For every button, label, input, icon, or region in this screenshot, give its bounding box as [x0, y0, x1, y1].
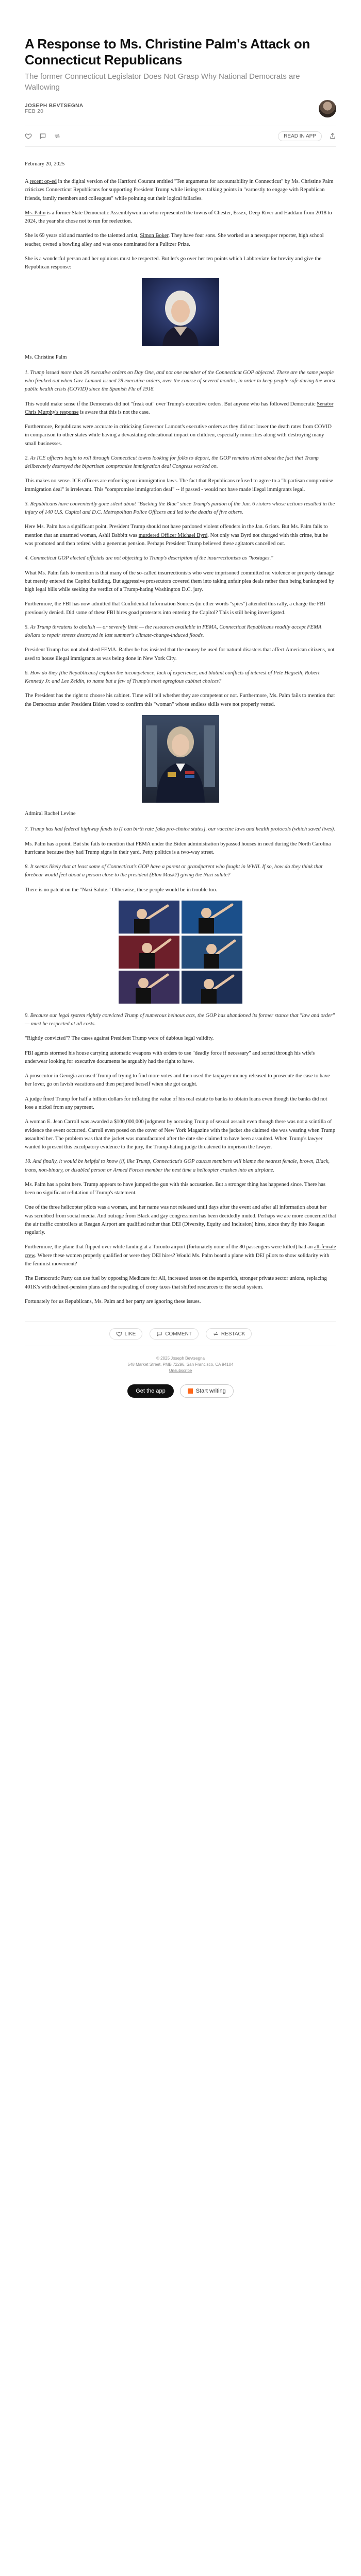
site-footer: [25, 1355, 336, 1374]
article-body: [25, 160, 336, 1306]
get-app-button[interactable]: Get the app: [127, 1384, 174, 1398]
footer-comment-label: COMMENT: [165, 1331, 192, 1337]
author-block: [25, 103, 84, 114]
comment-button[interactable]: [39, 132, 46, 140]
point-10: 10. And finally, it would be helpful to know (if, like Trump, Connecticut's GOP caucus members will blame the nearest female, brown, Black, trans, non-binary, or disabled person or Armed Forces member the next time a helicopter crashes into an airplane.: [25, 1159, 330, 1173]
footer-restack-label: RESTACK: [221, 1331, 245, 1337]
point-6: 6. How do they [the Republicans] explain the incompetence, lack of experience, and blatant conflicts of interest of Pete Hegseth, Robert Kennedy Jr. and Lee Zeldin, to name but a few of Trump's most egregious cabinet choices?: [25, 670, 320, 685]
comment-icon: [156, 1331, 162, 1337]
post-date-short: FEB 20: [25, 108, 44, 114]
comment-icon: [39, 132, 46, 140]
paragraph: She is a wonderful person and her opinions must be respected. But let's go over her ten points which I abbreviate for brevity and give the Republican response:: [25, 256, 322, 270]
restack-button[interactable]: [54, 132, 61, 140]
christine-palm-photo: [142, 278, 219, 346]
paragraph: Here Ms. Palm has a significant point. President Trump should not have pardoned violent offenders in the Jan. 6 riots. But Ms. Palm fails to mention that an unarmed woman, Ashli Babbitt was murdered Officer Michael Byrd. Not only was Byrd not charged with this crime, but he was promoted and then retired with a generous pension. Perhaps President Trump believed these agitators cancelled out.: [25, 524, 328, 547]
paragraph: She is 69 years old and married to the talented artist, Simon Boker. They have four sons. She worked as a newspaper reporter, high school teacher, owned a bowling alley and was once nominated for a Pulitzer Prize.: [25, 233, 324, 247]
footer-restack-button[interactable]: [206, 1328, 252, 1340]
paragraph: FBI agents stormed his house carrying automatic weapons with orders to use "deadly force if necessary" and sorted through his wife's underwear looking for executive documents he arguably had the right to have.: [25, 1050, 315, 1064]
nazi-salute-collage: [119, 901, 242, 1004]
op-ed-link[interactable]: recent op-ed: [29, 179, 57, 185]
point-1: 1. Trump issued more than 28 executive orders on Day One, and not one member of the Connecticut GOP objected. These are the same people who freaked out when Gov. Lamont issued 28 executive orders, over the course of several months, in order to keep people safe during the worst public health crisis (COVID) since the Spanish Flu of 1918.: [25, 369, 336, 393]
author-name[interactable]: JOSEPH BEVTSEGNA: [25, 103, 84, 109]
footer-comment-button[interactable]: [150, 1328, 199, 1340]
point-9: 9. Because our legal system rightly convicted Trump of numerous heinous acts, the GOP has abandoned its former stance that "law and order" — must be respected at all costs.: [25, 1012, 335, 1027]
paragraph: Fortunately for us Republicans, Ms. Palm and her party are ignoring these issues.: [25, 1298, 201, 1304]
paragraph: Furthermore, the FBI has now admitted that Confidential Information Sources (in other words "spies") attended this rally, a charge the FBI previously denied. Did some of these FBI hires goad protesters into entering the Capitol? This is still being investigated.: [25, 601, 325, 616]
photo1-caption: Ms. Christine Palm: [25, 354, 67, 360]
restack-icon: [54, 132, 61, 140]
substack-logo-icon: [188, 1388, 193, 1394]
cta-row: [25, 1384, 336, 1418]
point-7: 7. Trump has had federal highway funds to (I can birth rate [aka pro-choice states]. our vaccine laws and health protocols (which saved lives).: [25, 826, 335, 833]
avatar[interactable]: [319, 100, 336, 117]
photo2-caption: Admiral Rachel Levine: [25, 811, 76, 817]
paragraph: One of the three helicopter pilots was a woman, and her name was not released until days after the event and after all information about her was scrubbed from social media. And outrage from Black and gay congressmen has been decidedly muted. Perhaps we are more concerned that the air traffic controllers at Reagan Airport are qualified rather than DEI (Diversity, Equity and Inclusion) hires, since they fly into Reagan regularly.: [25, 1205, 336, 1236]
share-button[interactable]: [329, 132, 336, 140]
paragraph: The President has the right to choose his cabinet. Time will tell whether they are competent or not. Furthermore, Ms. Palm fails to mention that the Democrats under President Biden voted to confirm this "woman" whose endless skills were not properly vetted.: [25, 693, 335, 707]
paragraph: President Trump has not abolished FEMA. Rather he has insisted that the money be used for natural disasters that affect American citizens, not used to house illegal immigrants as was being done in New York City.: [25, 647, 335, 662]
post-subtitle: The former Connecticut Legislator Does Not Grasp Why National Democrats are Wallowing: [25, 72, 300, 92]
paragraph: What Ms. Palm fails to mention is that many of the so-called insurrectionists who were imprisoned committed no violence or property damage but merely entered the Capitol building. But aggressive prosecutors covered them into taking unfair plea deals rather than being bankrupted by high legal bills while seeking the verdict of a Trump-hating Washington D.C. jury.: [25, 570, 334, 593]
all-female-crew-link[interactable]: all-female crew: [25, 1244, 336, 1259]
paragraph: "Rightly convicted"? The cases against President Trump were of dubious legal validity.: [25, 1036, 214, 1042]
paragraph: A recent op-ed in the digital version of the Hartford Courant entitled "Ten arguments for accountability in Connecticut" by Ms. Christine Palm criticizes Connecticut Republicans for supporting President Trump while listing ten talking points in "earnestly to engage with Republican friends, family members and colleagues" while pointing out their logical fallacies.: [25, 179, 334, 201]
start-writing-button[interactable]: [180, 1384, 234, 1398]
byrd-link[interactable]: murdered Officer Michael Byrd: [138, 532, 208, 538]
share-icon: [329, 132, 336, 140]
footer-actions: [25, 1321, 336, 1346]
ms-palm-link[interactable]: Ms. Palm: [25, 210, 46, 216]
restack-icon: [212, 1331, 219, 1337]
post-actions-bar: [25, 126, 336, 147]
paragraph: A prosecutor in Georgia accused Trump of trying to find more votes and then used the taxpayer money released to prosecute the case to have her lover, go on lavish vacations and then perjured herself when she got caught.: [25, 1073, 330, 1088]
paragraph: Ms. Palm has a point here. Trump appears to have jumped the gun with this accusation. But a stronger thing has happened since. There has been no significant refutation of Trump's statement.: [25, 1181, 326, 1196]
post-title: A Response to Ms. Christine Palm's Attack on Connecticut Republicans: [25, 36, 310, 67]
like-button[interactable]: [25, 132, 32, 140]
simon-boker-link[interactable]: Simon Boker: [140, 233, 169, 239]
paragraph: Furthermore, Republicans were accurate in criticizing Governor Lamont's executive orders as they did not lower the death rates from COVID in comparison to other states while having a devastating educational impact on children, especially minorities along with destroying many small businesses.: [25, 424, 332, 447]
point-8: 8. It seems likely that at least some of Connecticut's GOP have a parent or grandparent who fought in WWII. If so, how do they think that forebear would feel about a person close to the president (Elon Musk?) giving the Nazi salute?: [25, 864, 323, 878]
point-5: 5. As Trump threatens to abolish — or severely limit — the resources available in FEMA, Connecticut Republicans readily accept FEMA dollars to repair streets destroyed in last summer's climate-change-induced floods.: [25, 624, 322, 639]
copyright: © 2025 Joseph Bevtsegna: [156, 1356, 205, 1361]
article-date: February 20, 2025: [25, 161, 65, 167]
start-writing-label: Start writing: [195, 1388, 226, 1395]
paragraph: There is no patent on the "Nazi Salute." Otherwise, these people would be in trouble too.: [25, 887, 218, 893]
point-4: 4. Connecticut GOP elected officials are not objecting to Trump's description of the insurrectionists as "hostages.": [25, 555, 273, 562]
paragraph: This makes no sense. ICE officers are enforcing our immigration laws. The fact that Republicans refused to agree to a "bipartisan compromise immigration deal" is irrelevant. This "compromise immigration deal" -- if passed - would not have made illegal immigrants legal.: [25, 478, 333, 493]
paragraph: Ms. Palm is a former State Democratic Assemblywoman who represented the towns of Chester, Essex, Deep River and Haddam from 2018 to 2024, the year she chose not to run for reelection.: [25, 210, 332, 225]
address: 548 Market Street, PMB 72296, San Francisco, CA 94104: [127, 1362, 234, 1367]
rachel-levine-photo: [142, 715, 219, 803]
paragraph: This would make sense if the Democrats did not "freak out" over Trump's executive orders. But anyone who has followed Democratic Senator Chris Murphy's response is aware that this is not the case.: [25, 401, 334, 415]
paragraph: Furthermore, the plane that flipped over while landing at a Toronto airport (fortunately none of the 80 passengers were killed) had an all-female crew. Where these women properly qualified or were they DEI hires? Would Ms. Palm board a plane with DEI pilots to show solidarity with the feminist movement?: [25, 1244, 336, 1267]
paragraph: A woman E. Jean Carroll was awarded a $100,000,000 judgment by accusing Trump of sexual assault even though there was not a scintilla of evidence the event occurred. Carroll even posed on the cover of New York Magazine with the jacket she claimed she was wearing when Trump assaulted her. The problem was that the jacket was manufactured after the date she claimed to have been assaulted. When Trump's lawyer wanted to present this exculpatory evidence to the jury, the Trump-hating judge threatened to imprison the lawyer.: [25, 1119, 336, 1150]
point-3: 3. Republicans have conveniently gone silent about "Backing the Blue" since Trump's pardon of the Jan. 6 rioters whose actions resulted in the injury of 140 U.S. Capitol and D.C. Metropolitan Police Officers and led to the deaths of five others.: [25, 501, 335, 516]
paragraph: The Democratic Party can use fuel by opposing Medicare for All, increased taxes on the superrich, stronger private sector unions, replacing 401K's with defined-pension plans and the repealing of crony taxes that shifted resources to the social system.: [25, 1276, 327, 1290]
unsubscribe-link[interactable]: Unsubscribe: [169, 1368, 192, 1374]
paragraph: Ms. Palm has a point. But she fails to mention that FEMA under the Biden administration bypassed houses in need during the North Carolina hurricane because they had Trump signs in their yard. Petty politics is a two-way street.: [25, 841, 331, 855]
post-header: [25, 0, 336, 147]
footer-like-button[interactable]: [109, 1328, 143, 1340]
paragraph: A judge fined Trump for half a billion dollars for inflating the value of his real estate to banks to obtain loans even though the banks did not lose a nickel from any payment.: [25, 1096, 327, 1110]
heart-icon: [25, 132, 32, 140]
byline: [25, 100, 336, 117]
read-in-app-button[interactable]: READ IN APP: [278, 131, 322, 141]
point-2: 2. As ICE officers begin to roll through Connecticut towns looking for folks to deport, the GOP remains silent about the fact that Trump deliberately destroyed the bipartisan compromise immigration deal Congress worked on.: [25, 455, 319, 470]
murphy-link[interactable]: Senator Chris Murphy's response: [25, 401, 334, 415]
heart-icon: [116, 1331, 122, 1337]
footer-like-label: LIKE: [124, 1331, 136, 1337]
